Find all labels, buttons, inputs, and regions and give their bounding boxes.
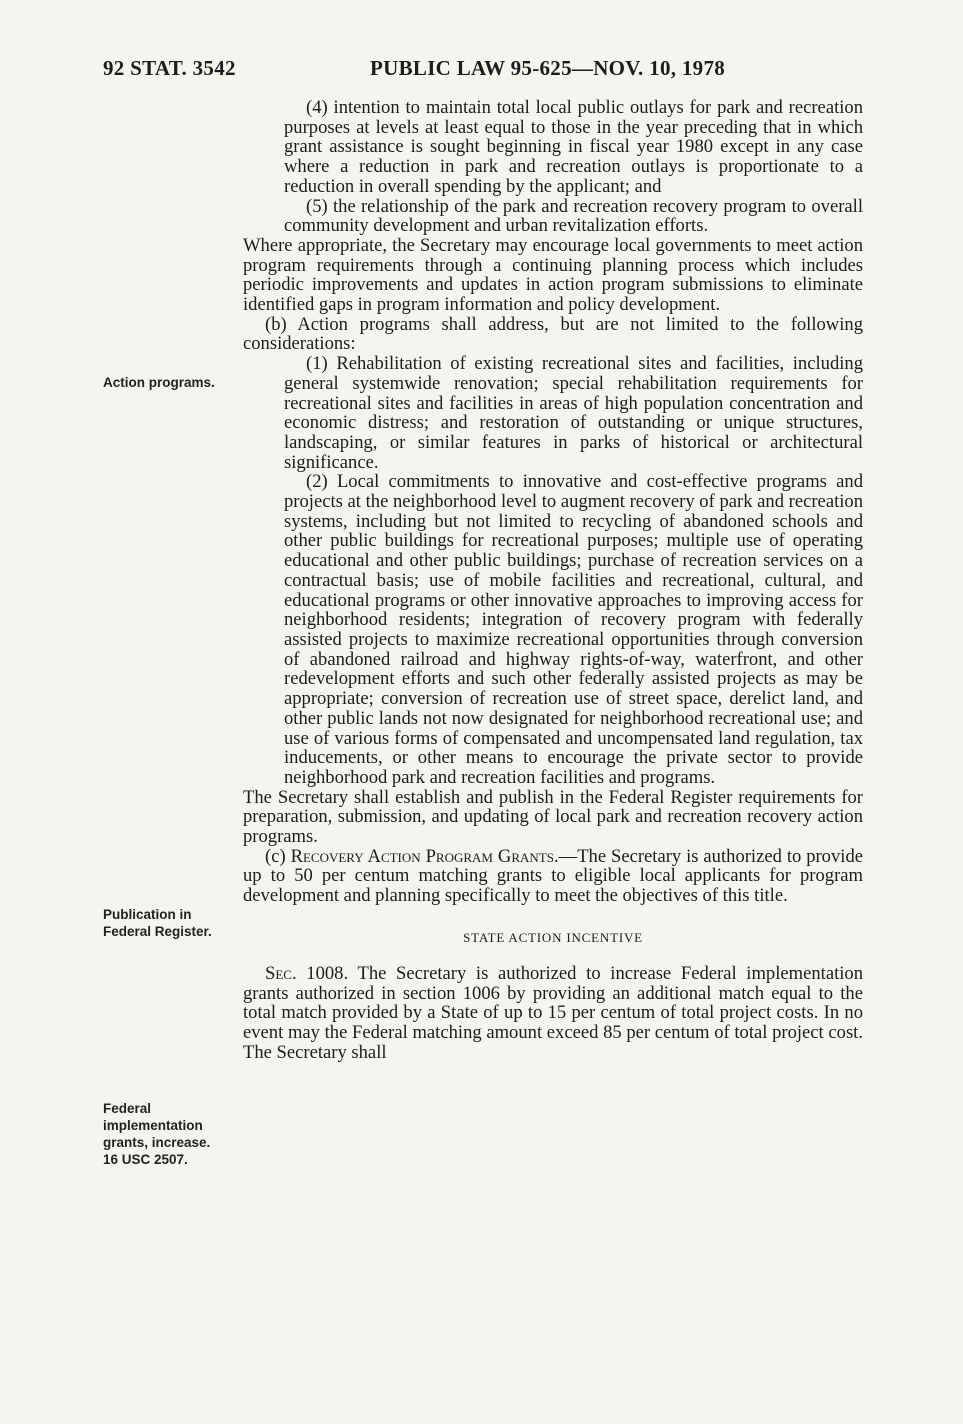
main-text [243,98,863,1062]
margin-note-federal-grants [103,1100,228,1168]
margin-note-line: Publication in [103,907,192,922]
statute-page-number: 92 STAT. 3542 [103,56,236,80]
spacer [243,906,863,930]
paragraph-b: (b) Action programs shall address, but are not limited to the following considerations: [243,313,863,355]
paragraph-b1: (1) Rehabilitation of existing recreational sites and facilities, including general systemwide renovation; special rehabilitation requirements for recreational sites and facilities in areas of high population concentration and economic distress; and restoration of outstanding or unique structures, landscaping, or similar features in parks of historical or architectural significance. [284,353,863,473]
margin-note-line: 16 USC 2507. [103,1152,188,1167]
paragraph-sec-1008 [243,964,863,1063]
paragraph-4: (4) intention to maintain total local public outlays for park and recreation purposes at levels at least equal to those in the year preceding that in which grant assistance is sought beginning in fiscal year 1980 except in any case where a reduction in park and recreation outlays is proportionate to a reduction in overall spending by the applicant; and [284,97,863,197]
section-label: Sec. 1008. [265,962,349,984]
section-text: The Secretary is authorized to increase Federal implementation grants authorized in section 1006 by providing an additional match equal to the total match provided by a State of up to 15 per centum of total project costs. In no event may the Federal matching amount exceed 85 per centum of total project cost. The Secretary shall [243,962,863,1063]
margin-note-publication [103,906,228,940]
margin-note-line: grants, increase. [103,1135,211,1150]
paragraph-c [243,847,863,906]
margin-note-line: Federal [103,1101,152,1116]
margin-note-line: Federal Register. [103,924,212,939]
margin-note-action-programs [103,374,228,391]
margin-note-line: Action programs. [103,375,215,390]
spacer [243,946,863,964]
subsection-label: (c) [265,845,286,867]
margin-note-line: implementation [103,1118,203,1133]
paragraph-b2: (2) Local commitments to innovative and cost-effective programs and projects at the neighborhood level to augment recovery of park and recreation systems, including but not limited to recycling of abandoned schools and other public buildings for recreational purposes; multiple use of operating educational and other public buildings; purchase of recreation services on a contractual basis; use of mobile facilities and recreational, cultural, and educational programs or other innovative approaches to improving access for neighborhood residents; integration of recovery program with federally assisted projects to maximize recreational opportunities through conversion of abandoned railroad and highway rights-of-way, waterfront, and other redevelopment efforts and such other federally assisted projects as may be appropriate; conversion of recreation use of street space, derelict land, and other public lands not now designated for neighborhood recreational use; and use of various forms of compensated and uncompensated land regulation, tax inducements, or other means to encourage the private sector to provide neighborhood park and recreation facilities and programs. [284,471,863,788]
section-heading: STATE ACTION INCENTIVE [463,929,643,945]
subsection-text: —The Secretary is authorized to provide up to 50 per centum matching grants to eligible local applicants for program development and planning specifically to meet the objectives of this title. [243,845,863,907]
paragraph-5: (5) the relationship of the park and recreation recovery program to overall community development and urban revitalization efforts. [284,195,863,237]
paragraph-publish: The Secretary shall establish and publish in the Federal Register requirements for preparation, submission, and updating of local park and recreation recovery action programs. [243,786,863,848]
public-law-header: PUBLIC LAW 95-625—NOV. 10, 1978 [370,56,726,80]
subsection-heading: Recovery Action Program Grants. [290,845,559,867]
paragraph-where-appropriate: Where appropriate, the Secretary may encourage local governments to meet action program requirements through a continuing planning process which includes periodic improvements and updates in action program submissions to eliminate identified gaps in program information and policy development. [243,234,863,316]
